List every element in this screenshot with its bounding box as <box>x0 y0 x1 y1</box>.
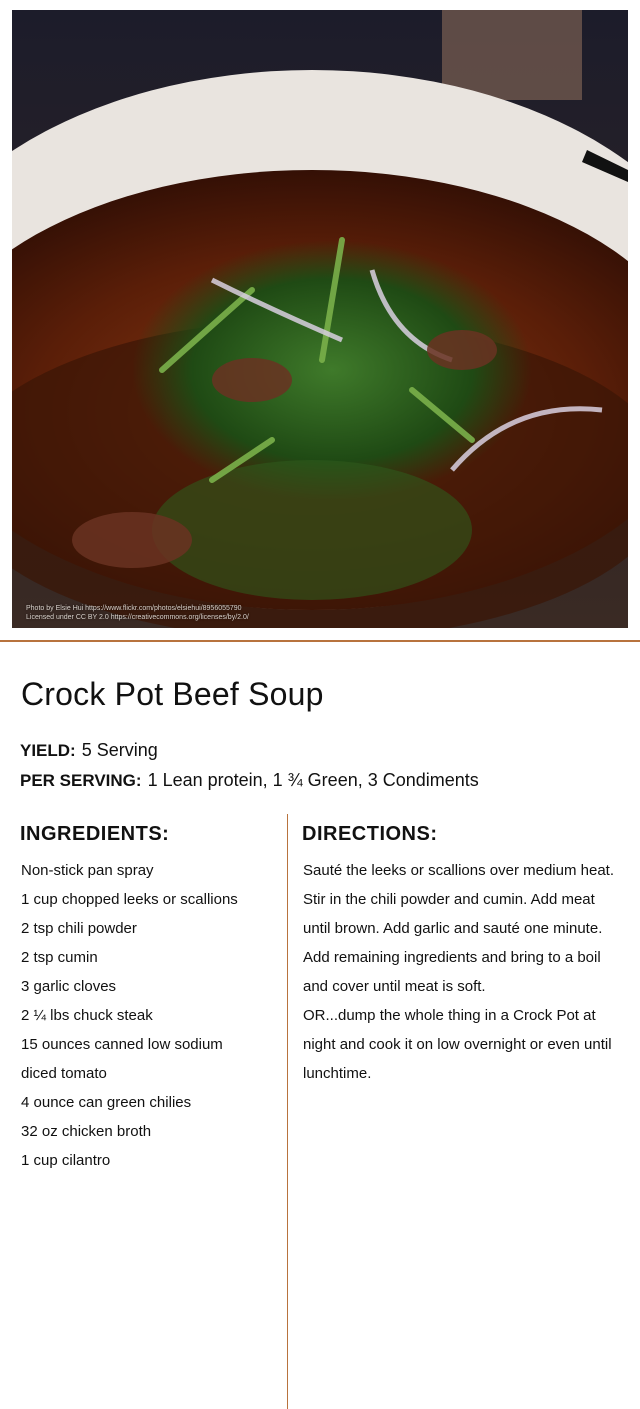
ingredient-item: 3 garlic cloves <box>21 978 117 995</box>
per-serving-value: 1 Lean protein, 1 ¾ Green, 3 Condiments <box>147 770 479 790</box>
column-divider <box>287 814 288 1409</box>
ingredient-item: 1 cup chopped leeks or scallions <box>21 891 238 908</box>
photo-credit <box>26 604 249 622</box>
section-divider <box>0 640 640 642</box>
soup-bowl-image <box>12 10 628 628</box>
recipe-title: Crock Pot Beef Soup <box>21 676 324 712</box>
ingredient-item: 1 cup cilantro <box>21 1152 111 1169</box>
ingredient-item: 4 ounce can green chilies <box>21 1094 192 1111</box>
ingredient-item: diced tomato <box>21 1065 107 1082</box>
per-serving-line <box>20 770 479 791</box>
photo-license-line: Licensed under CC BY 2.0 https://creativecommons.org/licenses/by/2.0/ <box>26 614 249 621</box>
yield-label: YIELD: <box>20 741 76 760</box>
ingredient-item: 2 tsp cumin <box>21 949 98 966</box>
directions-paragraph: Sauté the leeks or scallions over medium heat. Stir in the chili powder and cumin. Add meat until brown. Add garlic and sauté one minute. Add remaining ingredients and bring to a boil and cover until meat is soft. <box>303 862 614 995</box>
ingredients-heading: INGREDIENTS: <box>20 823 170 845</box>
yield-value: 5 Serving <box>81 740 158 760</box>
soup-photo <box>12 10 628 628</box>
ingredient-item: Non-stick pan spray <box>21 862 154 879</box>
directions-text <box>303 856 623 1088</box>
yield-line <box>20 740 158 761</box>
directions-paragraph: OR...dump the whole thing in a Crock Pot at night and cook it on low overnight or even until lunchtime. <box>303 1007 612 1082</box>
per-serving-label: PER SERVING: <box>20 771 142 790</box>
ingredient-item: 2 tsp chili powder <box>21 920 137 937</box>
directions-heading: DIRECTIONS: <box>302 823 438 845</box>
ingredient-item: 2 ¼ lbs chuck steak <box>21 1007 153 1024</box>
ingredients-list <box>21 856 238 1175</box>
ingredient-item: 15 ounces canned low sodium <box>21 1036 223 1053</box>
ingredient-item: 32 oz chicken broth <box>21 1123 152 1140</box>
photo-credit-line: Photo by Elsie Hui https://www.flickr.com/photos/elsiehui/8956055790 <box>26 605 242 612</box>
